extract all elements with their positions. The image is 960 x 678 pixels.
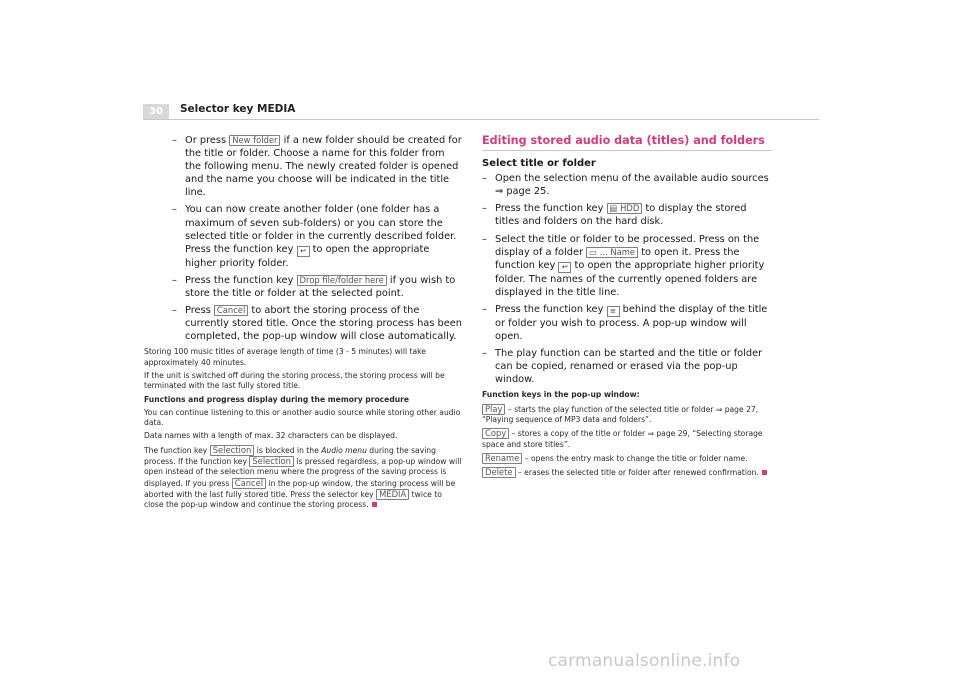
note-listening: You can continue listening to this or another audio source while storing other audio data.	[144, 407, 461, 428]
fk-rename: Rename – opens the entry mask to change the title or folder name.	[482, 453, 774, 464]
list-item: – Press the function key ▤ HDD to display the stored titles and folders on the hard disk.	[482, 202, 772, 228]
list-item: – Or press New folder if a new folder should be created for the title or folder. Choose a name for this folder from the following menu. The newly created folder is opened and the name you choose will be indicated in the title line.	[172, 134, 462, 199]
sub-title: Select title or folder	[482, 158, 596, 170]
function-keys	[482, 390, 774, 478]
return-arrow-icon: ↩	[297, 246, 310, 257]
selection-key: Selection	[210, 445, 255, 456]
list-item: – You can now create another folder (one folder has a maximum of seven sub-folders) or you can store the selected title or folder in the currently described folder. Press the function key ↩ to open the appropriate higher priority folder.	[172, 203, 462, 269]
list-item: – Press the function key ≡ behind the display of the title or folder you wish to process. A pop-up window will open.	[482, 303, 772, 343]
running-head: Selector key MEDIA	[180, 103, 296, 115]
left-steps	[172, 134, 462, 343]
note-data-names: Data names with a length of max. 32 characters can be displayed.	[144, 431, 398, 441]
delete-key: Delete	[482, 467, 516, 478]
fk-copy: Copy – stores a copy of the title or folder ⇒ page 29, “Selecting storage space and store titles”.	[482, 428, 763, 449]
drop-file-folder-key: Drop file/folder here	[297, 275, 387, 286]
notes	[144, 347, 462, 510]
folder-name-key: ▭ ... Name	[586, 247, 638, 258]
note-heading: Functions and progress display during the memory procedure	[144, 394, 410, 404]
list-item: – Press Cancel to abort the storing process of the currently stored title. Once the storing process has been completed, the pop-up window will close automatically.	[172, 304, 462, 343]
list-item: – The play function can be started and the title or folder can be copied, renamed or erased via the pop-up window.	[482, 347, 772, 386]
note-selection-blocked: The function key Selection is blocked in the Audio menu during the saving process. If the function key Selection is pressed regardless, a pop-up window will open instead of the selection menu where the progress of the saving process is displayed. If you press Cancel in the pop-up window, the storing process will be aborted with the last fully stored title. Press the selector key MEDIA twice to close the pop-up window and continue the storing process.	[144, 444, 462, 510]
end-mark-icon	[762, 470, 767, 475]
selection-key: Selection	[249, 456, 294, 467]
cancel-key: Cancel	[214, 305, 248, 316]
hdd-icon: ▤	[609, 203, 621, 214]
right-steps	[482, 172, 772, 386]
rename-key: Rename	[482, 453, 522, 464]
cancel-key: Cancel	[232, 478, 266, 489]
menu-list-icon: ≡	[607, 306, 620, 317]
section-title: Editing stored audio data (titles) and folders	[482, 134, 772, 151]
list-item: – Open the selection menu of the available audio sources ⇒ page 25.	[482, 172, 772, 198]
left-column	[144, 134, 463, 513]
return-arrow-icon: ↩	[558, 262, 571, 273]
copy-key: Copy	[482, 428, 509, 439]
play-key: Play	[482, 404, 505, 415]
function-keys-heading: Function keys in the pop-up window:	[482, 390, 640, 400]
watermark: carmanualsonline.info	[548, 651, 741, 671]
right-column	[482, 134, 772, 481]
folder-icon: ▭	[589, 246, 600, 257]
note-storing-time: Storing 100 music titles of average length of time (3 - 5 minutes) will take approximately 40 minutes.	[144, 347, 426, 367]
note-switch-off: If the unit is switched off during the storing process, the storing process will be terminated with the last fully stored title.	[144, 370, 445, 391]
page-number: 30	[143, 104, 169, 119]
media-key: MEDIA	[376, 489, 409, 500]
page-header	[143, 101, 819, 120]
hdd-key: ▤ HDD	[607, 203, 643, 214]
new-folder-key: New folder	[229, 135, 280, 146]
fk-play: Play – starts the play function of the selected title or folder ⇒ page 27, “Playing sequence of MP3 data and folders”.	[482, 403, 759, 424]
fk-delete: Delete – erases the selected title or folder after renewed confirmation.	[482, 467, 774, 478]
list-item: – Select the title or folder to be processed. Press on the display of a folder ▭ ... Name to open it. Press the function key ↩ to open the appropriate higher priority folder. The names of the currently opened folders are displayed in the title line.	[482, 233, 772, 299]
end-mark-icon	[372, 502, 377, 507]
list-item: – Press the function key Drop file/folder here if you wish to store the title or folder at the selected point.	[172, 274, 462, 300]
